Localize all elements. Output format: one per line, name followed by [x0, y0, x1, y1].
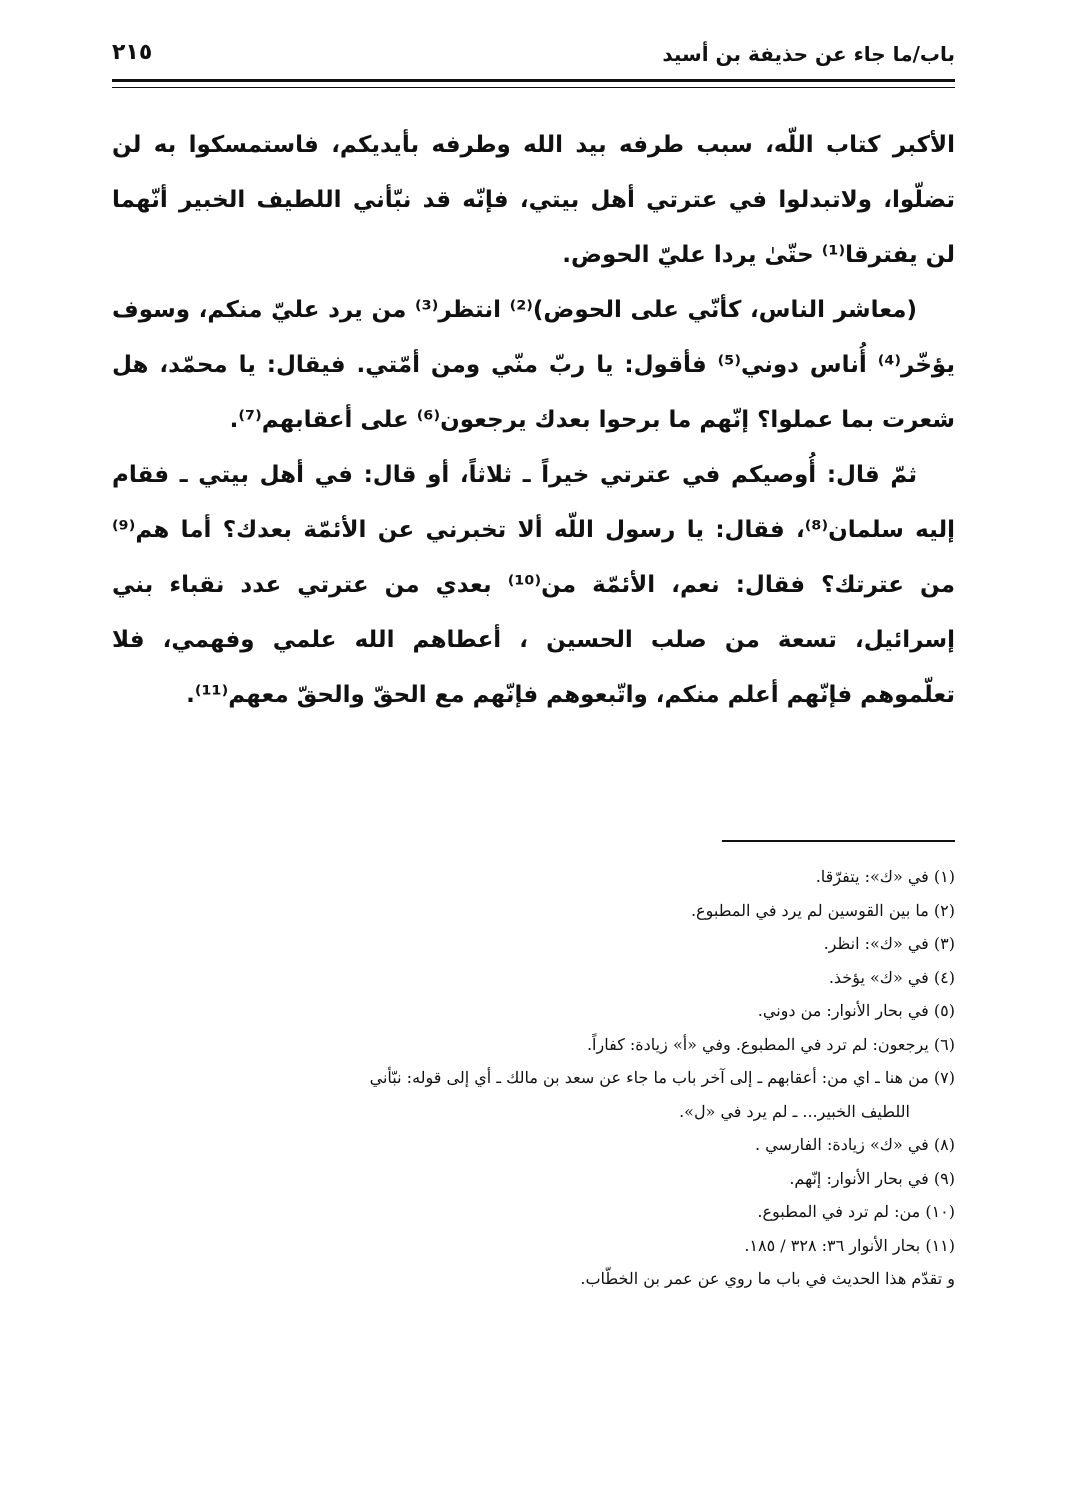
paragraph-1: الأكبر كتاب اللّه، سبب طرفه بيد الله وطرفه بأيديكم، فاستمسكوا به لن تضلّوا، ولاتبدلوا في عترتي أهل بيتي، فإنّه قد نبّأني اللطيف الخبير أنّهما لن يفترقا⁽¹⁾ حتّىٰ يردا عليّ الحوض.	[112, 132, 955, 268]
footnote-7: (٧) من هنا ـ اي من: أعقابهم ـ إلى آخر باب ما جاء عن سعد بن مالك ـ أي إلى قوله: نبّأني	[369, 1068, 955, 1087]
page-number: ٢١٥	[112, 40, 153, 65]
header-rule-thick	[112, 79, 955, 82]
footnote-note: و تقدّم هذا الحديث في باب ما روي عن عمر بن الخطّاب.	[580, 1269, 955, 1288]
footnote-9: (٩) في بحار الأنوار: إنّهم.	[789, 1168, 955, 1188]
footnote-3: (٣) في «ك»: انظر.	[823, 934, 955, 953]
paragraph-3: ثمّ قال: أُوصيكم في عترتي خيراً ـ ثلاثاً، أو قال: في أهل بيتي ـ فقام إليه سلمان⁽⁸⁾، فقال: يا رسول اللّه ألا تخبرني عن الأئمّة بعدك؟ أما هم⁽⁹⁾ من عترتك؟ فقال: نعم، الأئمّة من⁽¹⁰⁾ بعدي من عترتي عدد نقباء بني إسرائيل، تسعة من صلب الحسين ، أعطاهم الله علمي وفهمي، فلا تعلّموهم فإنّهم أعلم منكم، واتّبعوهم فإنّهم مع الحقّ والحقّ معهم⁽¹¹⁾.	[112, 462, 956, 708]
footnote-5: (٥) في بحار الأنوار: من دوني.	[757, 1001, 955, 1020]
footnote-10: (١٠) من: لم ترد في المطبوع.	[757, 1202, 955, 1221]
footnote-11: (١١) بحار الأنوار ٣٦: ٣٢٨ / ١٨٥.	[744, 1235, 955, 1255]
paragraph-2: (معاشر الناس، كأنّي على الحوض)⁽²⁾ انتظر⁽³⁾ من يرد عليّ منكم، وسوف يؤخّر⁽⁴⁾ أُناس دوني⁽⁵⁾ فأقول: يا ربّ منّي ومن أمّتي. فيقال: يا محمّد، هل شعرت بما عملوا؟ إنّهم ما برحوا بعدك يرجعون⁽⁶⁾ على أعقابهم⁽⁷⁾.	[112, 297, 955, 433]
footnote-7-continuation: اللطيف الخبير... ـ لم يرد في «ل».	[679, 1101, 910, 1121]
footnote-8: (٨) في «ك» زيادة: الفارسي .	[754, 1135, 955, 1154]
running-title: باب/ما جاء عن حذيفة بن أسيد	[662, 42, 955, 66]
main-text	[112, 118, 955, 723]
page-header	[112, 38, 955, 74]
footnote-2: (٢) ما بين القوسين لم يرد في المطبوع.	[690, 900, 955, 920]
footnotes	[112, 860, 955, 1296]
footnote-separator	[722, 840, 955, 842]
footnote-6: (٦) يرجعون: لم ترد في المطبوع. وفي «أ» زيادة: كفاراً.	[586, 1034, 955, 1054]
header-rule-thin	[112, 87, 955, 88]
footnote-4: (٤) في «ك» يؤخذ.	[828, 967, 955, 987]
footnote-1: (١) في «ك»: يتفرّقا.	[815, 867, 955, 886]
